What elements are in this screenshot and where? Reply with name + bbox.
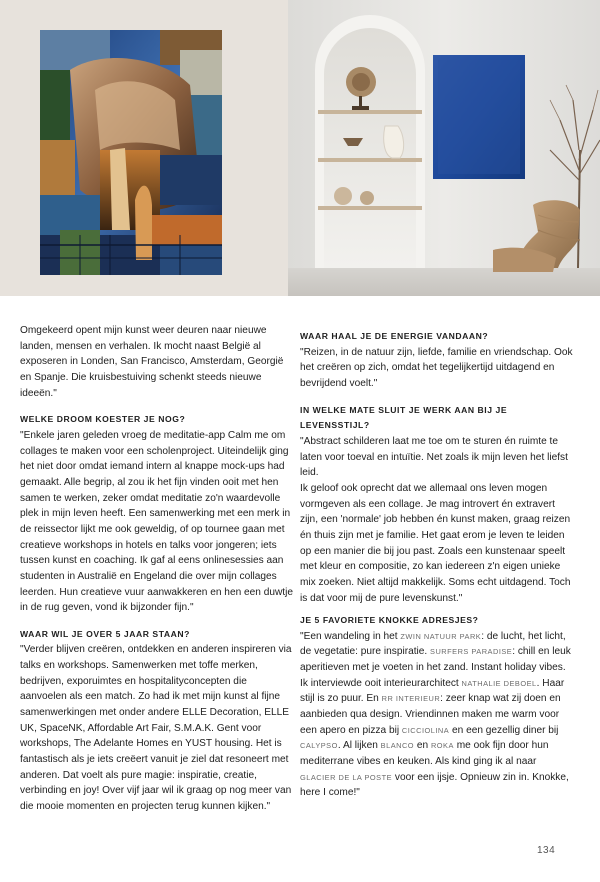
question-knokke: JE 5 FAVORIETE KNOKKE ADRESJES? [300,615,479,626]
place-zwin: ZWIN NATUUR PARK [400,631,482,641]
answer-energy: "Reizen, in de natuur zijn, liefde, familie en vriendschap. Ook het creëren op zich, omdat het tegelijkertijd uitdagend en bevrijdend voelt." [300,346,573,389]
page-number: 134 [537,845,556,856]
hero-left-panel [0,0,288,296]
intro-paragraph: Omgekeerd opent mijn kunst weer deuren naar nieuwe landen, mensen en verhalen. Ik mocht naast België al exposeren in Londen, San Francisco, Amsterdam, Georgië en Spanje. Die kruisbestuiving schenkt steeds nieuwe ideeën." [20,325,284,399]
answer-lifestyle-part1: "Abstract schilderen laat me toe om te sturen én ruimte te laten voor toeval en intuïtie. Net zoals ik mijn leven het liefst leid. [300,435,568,479]
answer-lifestyle-part2: Ik geloof ook oprecht dat we allemaal ons leven mogen vormgeven als een collage. Je mag introvert én extravert zijn, een 'normale' job hebben én kunst maken, graag reizen én thuis zijn met je familie. Het gaat erom je leven te leiden op een manier die bij jou past. Zoals een kunstenaar speelt met kleur en compositie, zo kan iedereen z'n eigen unieke mix zoeken. Niet altijd makkelijk. Soms echt uitdagend. Toch is dat voor mij de pure levenskunst." [300,482,571,604]
question-five-years: WAAR WIL JE OVER 5 JAAR STAAN? [20,628,190,639]
article-column-left [20,323,295,815]
question-energy: WAAR HAAL JE DE ENERGIE VANDAAN? [300,331,489,341]
place-surfers-paradise: SURFERS PARADISE [430,647,513,657]
article-column-right [300,329,575,801]
interior-room-photo [288,0,600,296]
place-calypso: CALYPSO [300,741,338,751]
answer-five-years: "Verder blijven creëren, ontdekken en anderen inspireren via talks en workshops. Samenwerken met toffe merken, bedrijven, exporuimtes en hospitalityconcepten die aanvoelen als een match. Zo had ik met mijn kunst al fijne samenwerkingen met onder andere ELLE Decoration, ELLE UK, SpaceNK, Affordable Art Fair, S.M.A.K. Gent voor workshops, The Adelante Homes en YUST housing. Het is fantastisch als je iets creëert vanuit je ziel dat resoneert met anderen. Dat voelt als pure magie: inspiratie, creatie, verbinding en joy! Over vijf jaar wil ik graag op nog meer van die mooie momenten en projecten terug kunnen kijken." [20,644,292,813]
question-dream: WELKE DROOM KOESTER JE NOG? [20,414,186,425]
question-lifestyle: IN WELKE MATE SLUIT JE WERK AAN BIJ JE LEVENSSTIJL? [300,404,508,431]
place-rr-interieur: RR INTERIEUR [381,694,441,704]
place-cicciolina: CICCIOLINA [401,725,450,735]
answer-dream: "Enkele jaren geleden vroeg de meditatie-app Calm me om collages te maken voor een scholenproject. Uiteindelijk ging het niet door omdat iemand intern al knappe mock-ups had gemaakt. Alle begrip, al zou ik het fijn vinden ooit met hen samen te werken, zeker omdat meditatie zo'n waardevolle plek in mijn leven heeft. Een samenwerking met een merk in de reissector lijkt me ook geweldig, of op tournee gaan met creatieve workshops in hotels en talks voor jongeren; iets tussen kunst en coaching. Ik gaf al eens onlinesessies aan studenten in Australië en Engeland die over mijn collages leerden. Hun creatieve vuur aanwakkeren en hen een duwtje in de rug geven, vond ik bijzonder fijn." [20,429,293,614]
place-roka: ROKA [430,741,454,751]
place-nathalie-deboel: NATHALIE DEBOEL [461,678,537,688]
answer-knokke: "Een wandeling in het ZWIN NATUUR PARK: de lucht, het licht, de vegetatie: pure inspiratie. SURFERS PARADISE: chill en leuk aperitieven met je voeten in het zand. Instant holiday vibes. Ik interviewde ooit interieurarchitect NATHALIE DEBOEL. Haar stijl is zo puur. En RR INTERIEUR: zeer knap wat zij doen en aanbieden qua design. Vriendinnen maken me warm voor een apero en pizza bij CICCIOLINA en een gezellig diner bij CALYPSO. Al lijken BLANCO en ROKA me ook fijn door hun mediterrane vibes en keuken. Als kind ging ik al naar GLACIER DE LA POSTE voor een ijsje. Opnieuw zin in. Knokke, here I come!" [300,630,571,799]
place-glacier-de-la-poste: GLACIER DE LA POSTE [300,772,393,782]
place-blanco: BLANCO [380,741,415,751]
collage-artwork [40,30,222,275]
